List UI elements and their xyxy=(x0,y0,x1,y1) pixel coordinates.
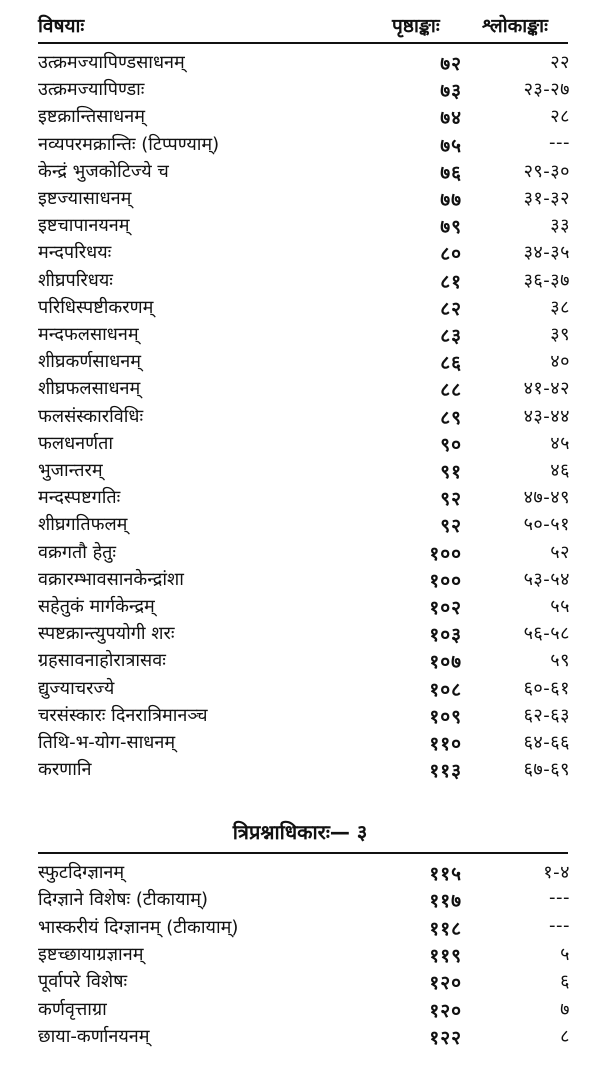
entry-verse-number: ३९ xyxy=(550,324,570,345)
index-row xyxy=(0,376,600,402)
entry-verse-number: ४३-४४ xyxy=(523,405,570,427)
entry-verse-number: ३४-३५ xyxy=(523,242,570,264)
entry-verse-number: ५०-५१ xyxy=(523,514,570,536)
index-row xyxy=(0,322,600,348)
entry-title: करणानि xyxy=(38,759,92,781)
entry-title: तिथि-भ-योग-साधनम् xyxy=(38,732,176,753)
section-heading: त्रिप्रश्नाधिकारः— ३ xyxy=(232,820,368,844)
entry-page-number: ८२ xyxy=(440,297,462,320)
entry-page-number: ९० xyxy=(440,433,462,456)
entry-verse-number: ४५ xyxy=(550,432,570,454)
entry-verse-number: २८ xyxy=(550,106,570,128)
entry-title: मन्दपरिधयः xyxy=(38,242,112,264)
index-row xyxy=(0,268,600,294)
index-row xyxy=(0,213,600,239)
entry-title: शीघ्रगतिफलम् xyxy=(38,514,128,536)
entry-page-number: ८३ xyxy=(440,325,462,347)
entry-title: भास्करीयं दिग्ज्ञानम् (टीकायाम्) xyxy=(38,916,239,938)
index-row xyxy=(0,730,600,756)
index-row xyxy=(0,104,600,130)
entry-title: इष्टक्रान्तिसाधनम् xyxy=(38,106,145,128)
entry-verse-number: ५९ xyxy=(550,650,570,672)
entry-page-number: ९२ xyxy=(440,488,462,511)
entry-verse-number: २३-२७ xyxy=(523,79,570,101)
entry-verse-number: ५६-५८ xyxy=(523,623,570,645)
entry-page-number: ७७ xyxy=(440,189,462,211)
entry-verse-number: --- xyxy=(549,914,570,936)
entry-page-number: १२० xyxy=(429,972,462,995)
entry-verse-number: ५५ xyxy=(550,596,570,617)
entry-page-number: १०९ xyxy=(429,705,462,728)
header-divider xyxy=(38,42,568,44)
entry-page-number: ७३ xyxy=(440,80,462,103)
entry-title: नव्यपरमक्रान्तिः (टिप्पण्याम्) xyxy=(38,133,220,155)
entry-page-number: ८६ xyxy=(440,352,462,375)
entry-page-number: ९२ xyxy=(440,515,462,538)
entry-verse-number: ६०-६१ xyxy=(523,677,570,699)
entry-verse-number: ६ xyxy=(560,971,570,993)
entry-page-number: ११३ xyxy=(429,760,462,783)
index-row xyxy=(0,404,600,430)
index-row xyxy=(0,50,600,76)
entry-title: इष्टचापानयनम् xyxy=(38,215,130,237)
index-row xyxy=(0,512,600,538)
entry-title: स्पष्टक्रान्त्युपयोगी शरः xyxy=(38,623,175,645)
entry-page-number: १०७ xyxy=(429,651,462,674)
entry-title: फलधनर्णता xyxy=(38,432,114,454)
entry-page-number: ११८ xyxy=(429,917,462,940)
index-row xyxy=(0,997,600,1023)
entry-verse-number: ६७-६९ xyxy=(523,759,570,781)
entry-page-number: १०० xyxy=(429,569,462,592)
index-row xyxy=(0,77,600,103)
entry-page-number: ११९ xyxy=(429,944,462,967)
entry-title: सहेतुकं मार्गकेन्द्रम् xyxy=(38,596,155,617)
entry-verse-number: ४१-४२ xyxy=(523,378,570,400)
entry-verse-number: ३८ xyxy=(550,296,570,318)
entry-title: इष्टच्छायाग्रज्ञानम् xyxy=(38,943,144,965)
entry-page-number: ७५ xyxy=(440,134,462,157)
entry-title: वक्रारम्भावसानकेन्द्रांशा xyxy=(38,568,184,590)
entry-verse-number: ६२-६३ xyxy=(523,704,570,726)
entry-title: उत्क्रमज्यापिण्डसाधनम् xyxy=(38,52,185,73)
entry-page-number: ७९ xyxy=(440,216,462,239)
index-row xyxy=(0,621,600,647)
index-row xyxy=(0,458,600,484)
entry-title: पूर्वापरे विशेषः xyxy=(38,971,128,993)
index-row xyxy=(0,186,600,212)
entry-title: शीघ्रपरिधयः xyxy=(38,269,113,291)
index-row xyxy=(0,159,600,185)
entry-verse-number: --- xyxy=(549,887,570,909)
entry-verse-number: ५३-५४ xyxy=(523,568,570,590)
index-row xyxy=(0,915,600,941)
index-row xyxy=(0,594,600,620)
index-row xyxy=(0,431,600,457)
index-row xyxy=(0,1024,600,1050)
index-row xyxy=(0,295,600,321)
index-row xyxy=(0,676,600,702)
index-row xyxy=(0,887,600,913)
index-row xyxy=(0,703,600,729)
entry-title: इष्टज्यासाधनम् xyxy=(38,188,132,209)
entry-title: दिग्ज्ञाने विशेषः (टीकायाम्) xyxy=(38,889,208,911)
entry-page-number: ८१ xyxy=(440,270,462,293)
index-row xyxy=(0,132,600,158)
column-header-row xyxy=(0,10,600,40)
entry-page-number: १२२ xyxy=(429,1026,462,1049)
entry-page-number: ९१ xyxy=(440,461,462,483)
entry-verse-number: २२ xyxy=(550,52,570,73)
entry-page-number: ७२ xyxy=(440,53,462,75)
entry-page-number: ११७ xyxy=(429,890,462,913)
entry-page-number: ८८ xyxy=(440,379,462,402)
entry-title: स्फुटदिग्ज्ञानम् xyxy=(38,862,125,883)
index-row xyxy=(0,240,600,266)
entry-page-number: १०० xyxy=(429,542,462,565)
entry-title: शीघ्रफलसाधनम् xyxy=(38,378,141,400)
entry-verse-number: ६४-६६ xyxy=(523,732,570,753)
entry-page-number: १०८ xyxy=(429,678,462,701)
entry-verse-number: २९-३० xyxy=(523,160,570,182)
entry-title: उत्क्रमज्यापिण्डाः xyxy=(38,79,145,101)
index-row xyxy=(0,485,600,511)
entry-verse-number: ७ xyxy=(560,998,570,1020)
index-row xyxy=(0,969,600,995)
entry-title: मन्दफलसाधनम् xyxy=(38,324,139,345)
entry-page-number: ७४ xyxy=(440,107,462,130)
index-row xyxy=(0,648,600,674)
entry-title: मन्दस्पष्टगतिः xyxy=(38,487,121,509)
index-row xyxy=(0,942,600,968)
entry-title: कर्णवृत्ताग्रा xyxy=(38,998,107,1020)
entry-title: वक्रगतौ हेतुः xyxy=(38,541,117,563)
entry-title: द्युज्याचरज्ये xyxy=(38,677,115,699)
index-row xyxy=(0,860,600,886)
entry-title: ग्रहसावनाहोरात्रासवः xyxy=(38,650,166,672)
entry-title: चरसंस्कारः दिनरात्रिमानञ्च xyxy=(38,704,208,726)
entry-verse-number: ३१-३२ xyxy=(523,188,570,209)
entry-page-number: ८९ xyxy=(440,406,462,429)
entry-page-number: १२० xyxy=(429,999,462,1022)
entry-verse-number: ४० xyxy=(550,351,570,373)
entry-page-number: ७६ xyxy=(440,161,462,184)
entry-verse-number: ३६-३७ xyxy=(523,269,570,291)
entry-title: छाया-कर्णानयनम् xyxy=(38,1025,150,1047)
column-header-verse: श्लोकाङ्काः xyxy=(482,15,548,37)
entry-page-number: १०३ xyxy=(429,624,462,647)
index-row xyxy=(0,757,600,783)
entry-verse-number: ४६ xyxy=(550,460,570,481)
entry-page-number: ८० xyxy=(440,243,462,266)
entry-title: भुजान्तरम् xyxy=(38,460,103,481)
index-row xyxy=(0,349,600,375)
entry-page-number: ११० xyxy=(429,733,462,755)
entry-title: शीघ्रकर्णसाधनम् xyxy=(38,351,142,373)
entry-page-number: ११५ xyxy=(429,863,462,885)
entry-verse-number: ३३ xyxy=(550,215,570,237)
entry-verse-number: ५२ xyxy=(550,541,570,563)
section-divider xyxy=(38,852,568,854)
column-header-subject: विषयाः xyxy=(38,15,85,37)
entry-verse-number: १-४ xyxy=(543,862,570,883)
entry-verse-number: --- xyxy=(549,131,570,153)
index-row xyxy=(0,540,600,566)
index-row xyxy=(0,567,600,593)
entry-title: केन्द्रं भुजकोटिज्ये च xyxy=(38,160,169,182)
entry-verse-number: ४७-४९ xyxy=(523,487,570,509)
column-header-page: पृष्ठाङ्काः xyxy=(392,15,440,37)
entry-verse-number: ८ xyxy=(560,1025,570,1047)
entry-verse-number: ५ xyxy=(560,943,570,965)
entry-page-number: १०२ xyxy=(429,597,462,619)
entry-title: परिधिस्पष्टीकरणम् xyxy=(38,296,154,318)
entry-title: फलसंस्कारविधिः xyxy=(38,405,144,427)
